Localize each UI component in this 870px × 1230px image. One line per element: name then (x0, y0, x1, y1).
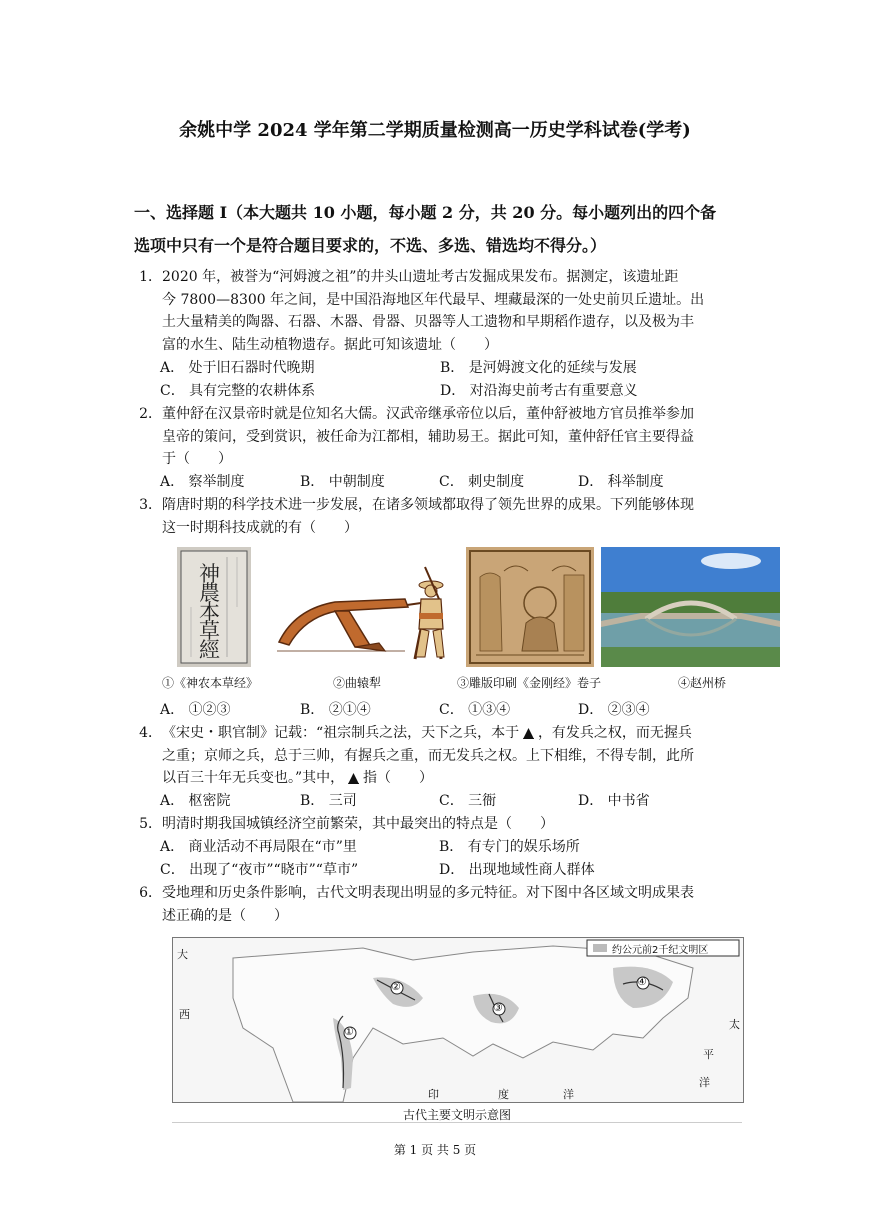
answer-blank[interactable]: ▲ (523, 725, 534, 741)
question-3-options (160, 699, 750, 721)
map-label: 洋 (699, 1076, 710, 1089)
option-c[interactable]: C． 刺史制度 (439, 474, 525, 490)
option-c[interactable]: C． ①③④ (439, 702, 511, 718)
civilization-map (172, 937, 744, 1103)
map-label: 大 (177, 948, 188, 961)
option-a[interactable]: A． 察举制度 (160, 474, 245, 490)
option-d[interactable]: D． 科举制度 (578, 474, 664, 490)
question-text (162, 722, 744, 790)
question-number: 5． (139, 816, 162, 832)
question-text (162, 813, 744, 836)
option-c[interactable]: C． 三衙 (439, 793, 497, 809)
text-segment: ，有发兵之权，而无握兵 (537, 725, 692, 741)
diamond-sutra-image (466, 547, 594, 667)
question-line: 董仲舒在汉景帝时就是位知名大儒。汉武帝继承帝位以后，董仲舒被地方官员推举参加 (162, 406, 694, 422)
option-b[interactable]: B． 是河姆渡文化的延续与发展 (440, 360, 637, 376)
question-2 (134, 403, 744, 467)
text-segment: 《宋史・职官制》记载：“祖宗制兵之法，天下之兵，本于 (162, 725, 520, 741)
question-text (162, 266, 744, 356)
map-legend: 约公元前2千纪文明区 (612, 945, 709, 956)
option-b[interactable]: B． 三司 (300, 793, 357, 809)
question-line: 受地理和历史条件影响，古代文明表现出明显的多元特征。对下图中各区域文明成果表 (162, 885, 694, 901)
page-title: 余姚中学 2024 学年第二学期质量检测高一历史学科试卷(学考) (179, 120, 691, 141)
question-6 (134, 882, 744, 924)
question-number: 6． (139, 885, 162, 901)
question-line (162, 722, 744, 745)
option-a[interactable]: A． 枢密院 (160, 793, 231, 809)
page-footer: 第 1 页 共 5 页 (393, 1143, 477, 1157)
section-heading-line1: 一、选择题 I（本大题共 10 小题，每小题 2 分，共 20 分。每小题列出的四个备 (134, 203, 717, 222)
question-line: 皇帝的策问，受到赏识，被任命为江都相，辅助易王。据此可知，董仲舒任官主要得益 (162, 428, 694, 445)
map-marker-3: ③ (493, 1001, 503, 1014)
question-4 (134, 722, 744, 786)
option-d[interactable]: D． 出现地域性商人群体 (439, 862, 595, 878)
question-line: 今 7800—8300 年之间，是中国沿海地区年代最早、埋藏最深的一处史前贝丘遗址。出 (162, 291, 705, 308)
question-line: 2020 年，被誉为“河姆渡之祖”的井头山遗址考古发掘成果发布。据测定，该遗址距 (162, 269, 679, 285)
question-number: 2． (139, 406, 162, 422)
question-text (162, 403, 744, 471)
question-line: 之重；京师之兵，总于三帅，有握兵之重，而无发兵之权。上下相维，不得专制，此所 (162, 747, 694, 764)
figure-caption: ②曲辕犁 (333, 676, 382, 690)
option-b[interactable]: B． 中朝制度 (300, 474, 385, 490)
question-5-options (160, 836, 750, 882)
question-line: 隋唐时期的科学技术进一步发展，在诸多领域都取得了领先世界的成果。下列能够体现 (162, 497, 694, 513)
map-marker-2: ② (391, 980, 401, 993)
question-1 (134, 266, 744, 353)
option-a[interactable]: A． 处于旧石器时代晚期 (160, 360, 315, 376)
woodblock-print-graphic (466, 547, 594, 667)
question-line: 土大量精美的陶器、石器、木器、骨器、贝器等人工遗物和早期稻作遗存，以及极为丰 (162, 314, 694, 330)
map-label: 印 (428, 1088, 439, 1101)
figure-caption: ①《神农本草经》 (162, 676, 259, 690)
question-number: 4． (139, 725, 162, 741)
map-label: 平 (703, 1048, 714, 1061)
option-d[interactable]: D． ②③④ (578, 702, 650, 718)
figure-caption: ③雕版印刷《金刚经》卷子 (457, 676, 602, 690)
text-segment: 以百三十年无兵变也。”其中， (162, 770, 345, 786)
option-d[interactable]: D． 中书省 (578, 793, 650, 809)
question-3-figures (160, 547, 780, 689)
map-marker-4: ④ (637, 975, 647, 988)
text-segment: 指（ ） (362, 770, 433, 786)
question-line: 富的水生、陆生动植物遗存。据此可知该遗址（ ） (162, 336, 498, 353)
map-label: 太 (729, 1018, 740, 1031)
question-line: 明清时期我国城镇经济空前繁荣，其中最突出的特点是（ ） (162, 816, 554, 832)
shennong-bencao-image (177, 547, 251, 667)
map-label: 西 (179, 1008, 190, 1021)
option-c[interactable]: C． 出现了“夜市”“晓市”“草市” (160, 862, 359, 878)
question-number: 1． (139, 269, 162, 285)
option-c[interactable]: C． 具有完整的农耕体系 (160, 383, 316, 399)
question-1-options (160, 357, 750, 403)
option-b[interactable]: B． 有专门的娱乐场所 (439, 839, 580, 855)
figure-caption: ④赵州桥 (678, 676, 727, 690)
option-a[interactable]: A． ①②③ (160, 702, 231, 718)
book-title-text: 神農本草經 (199, 562, 220, 662)
zhaozhou-bridge-image (601, 547, 780, 667)
question-line: 述正确的是（ ） (162, 907, 288, 924)
question-line: 于（ ） (162, 451, 232, 467)
question-2-options (160, 471, 750, 493)
question-5 (134, 813, 744, 836)
map-graphic (173, 938, 743, 1102)
section-heading-line2: 选项中只有一个是符合题目要求的，不选、多选、错选均不得分。） (134, 236, 607, 255)
question-text (162, 494, 744, 539)
question-line: 这一时期科技成就的有（ ） (162, 519, 358, 536)
question-text (162, 882, 744, 927)
quyuan-plow-image (275, 547, 445, 667)
bridge-photo-graphic (601, 547, 780, 667)
option-b[interactable]: B． ②①④ (300, 702, 371, 718)
question-line (162, 767, 744, 790)
question-3 (134, 494, 744, 536)
plow-illustration (275, 547, 445, 667)
map-label: 洋 (563, 1088, 574, 1101)
question-4-options (160, 790, 750, 812)
question-number: 3． (139, 497, 162, 513)
map-label: 度 (498, 1088, 509, 1101)
map-marker-1: ① (344, 1025, 354, 1038)
answer-blank[interactable]: ▲ (348, 770, 359, 786)
option-d[interactable]: D． 对沿海史前考古有重要意义 (440, 383, 638, 399)
divider (172, 1122, 742, 1123)
option-a[interactable]: A． 商业活动不再局限在“市”里 (160, 839, 357, 855)
map-caption: 古代主要文明示意图 (402, 1108, 511, 1122)
